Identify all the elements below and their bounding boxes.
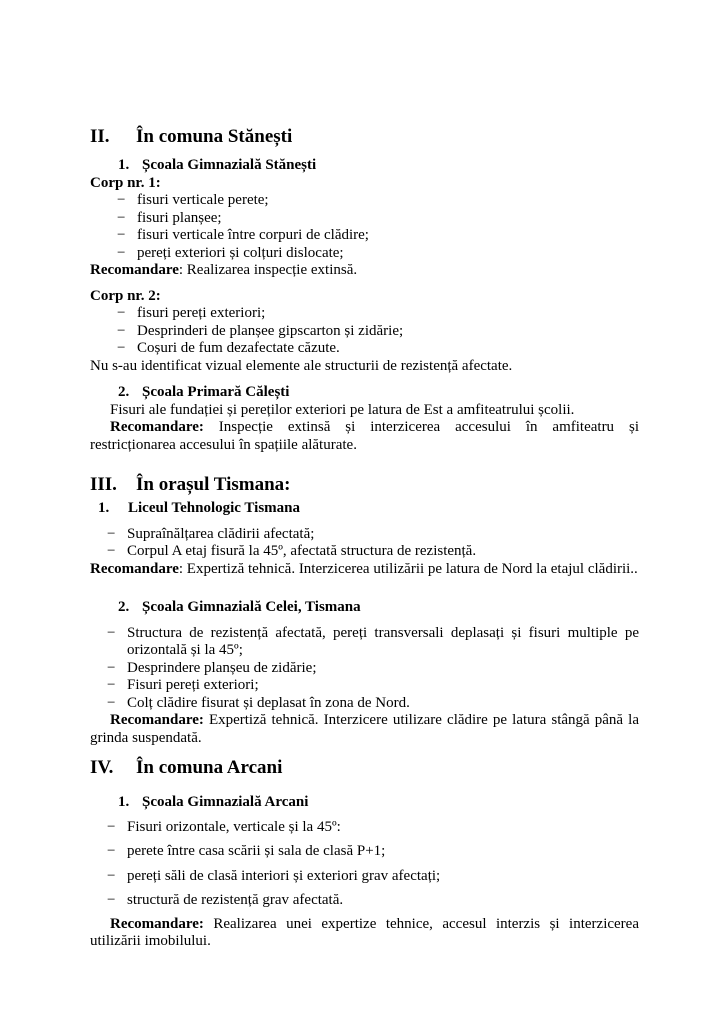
recommendation-paragraph [90,262,639,280]
list-item [90,677,639,695]
recommendation-label: Recomandare [90,560,179,577]
school-number: 2. [118,599,130,615]
section-title: În comuna Stănești [136,126,293,147]
school-heading [90,384,639,402]
recommendation-label: Recomandare [90,262,179,278]
list-item-text: Desprinderi de planșee gipscarton și zidărie; [137,322,404,339]
bullet-marker: − [117,227,126,243]
list-item-text: Desprindere planșeu de zidărie; [127,659,317,676]
list-item-text: structură de rezistență grav afectată. [127,892,344,908]
list-item-text: Corpul A etaj fisură la 45º, afectată structura de rezistență. [127,543,477,559]
bullet-marker: − [117,244,126,261]
section-heading [90,126,639,148]
recommendation-text: : Realizarea inspecție extinsă. [178,262,358,278]
section-number: II. [90,126,110,147]
list-item-text: fisuri verticale perete; [137,192,269,208]
list-item [90,192,639,210]
list-item [90,695,639,713]
bullet-marker: − [107,659,116,676]
section-title: În comuna Arcani [136,757,283,778]
school-heading [90,599,639,617]
list-item-text: Structura de rezistență afectată, pereți transversali deplasați și fisuri multiple pe orizontală și la 45º; [127,624,639,658]
list-item [90,625,639,660]
recommendation-text: : Expertiză tehnică. Interzicerea utilizării pe latura de Nord la etajul clădirii.. [178,560,638,577]
recommendation-text: Expertiză tehnică. Interzicere utilizare clădire pe latura stângă până la grinda suspendată. [90,712,639,746]
school-name: Școala Gimnazială Stănești [142,157,317,173]
list-item [90,892,639,910]
bullet-marker: − [107,694,116,711]
recommendation-label: Recomandare: [110,712,204,728]
recommendation-paragraph [90,419,639,454]
list-item-text: perete între casa scării și sala de clasă P+1; [127,843,386,859]
recommendation-text: Realizarea unei expertize tehnice, accesul interzis și interzicerea utilizării imobilului. [90,915,639,949]
recommendation-paragraph [90,916,639,951]
bullet-marker: − [107,543,116,559]
list-item-text: pereți exteriori și colțuri dislocate; [137,244,344,261]
bullet-marker: − [107,892,116,908]
bullet-marker: − [107,677,116,693]
list-item-text: fisuri planșee; [137,209,222,226]
recommendation-paragraph [90,561,639,579]
school-heading [90,157,639,175]
school-heading [90,500,639,518]
corp-label: Corp nr. 1: [90,174,161,191]
corp-label: Corp nr. 2: [90,287,161,304]
list-item [90,210,639,228]
list-item-text: Supraînălțarea clădirii afectată; [127,525,315,542]
recommendation-paragraph [90,712,639,747]
bullet-marker: − [117,340,126,356]
school-name: Școala Gimnazială Arcani [142,794,309,810]
bullet-marker: − [107,525,116,542]
list-item [90,340,639,358]
school-heading [90,794,639,812]
list-item-text: fisuri verticale între corpuri de clădire; [137,227,369,243]
list-item [90,543,639,561]
bullet-marker: − [107,624,116,641]
list-item-text: pereți săli de clasă interiori și exteriori grav afectați; [127,867,441,884]
list-item-text: Fisuri pereți exteriori; [127,677,259,693]
recommendation-label: Recomandare: [110,419,204,435]
school-number: 1. [98,500,110,516]
recommendation-label: Recomandare: [110,915,204,932]
list-item [90,843,639,861]
bullet-marker: − [117,209,126,226]
school-name: Școala Gimnazială Celei, Tismana [142,599,361,615]
school-number: 1. [118,794,130,810]
section-number: IV. [90,757,114,778]
school-name: Școala Primară Călești [142,384,290,400]
bullet-marker: − [117,305,126,321]
list-item [90,868,639,886]
list-item-text: Colț clădire fisurat și deplasat în zona de Nord. [127,694,410,711]
note-paragraph: Nu s-au identificat vizual elemente ale structurii de rezistență afectate. [90,357,513,374]
section-heading [90,757,639,779]
bullet-marker: − [117,192,126,208]
section-title: În orașul Tismana: [136,474,291,495]
list-item [90,305,639,323]
list-item [90,819,639,837]
section-heading [90,474,639,496]
list-item [90,526,639,544]
recommendation-text: Inspecție extinsă și interzicerea accesului în amfiteatru și restricționarea accesului în spațiile alăturate. [90,419,639,453]
section-number: III. [90,474,117,495]
bullet-marker: − [107,818,116,835]
list-item [90,227,639,245]
list-item-text: Coșuri de fum dezafectate căzute. [137,340,340,356]
list-item [90,245,639,263]
school-name: Liceul Tehnologic Tismana [128,500,300,516]
school-number: 1. [118,157,130,173]
bullet-marker: − [107,867,116,884]
list-item [90,660,639,678]
bullet-marker: − [107,843,116,859]
list-item [90,323,639,341]
list-item-text: Fisuri orizontale, verticale și la 45º: [127,818,341,835]
list-item-text: fisuri pereți exteriori; [137,305,266,321]
finding-paragraph: Fisuri ale fundației și pereților exteriori pe latura de Est a amfiteatrului școlii. [110,401,575,418]
school-number: 2. [118,384,130,400]
bullet-marker: − [117,322,126,339]
